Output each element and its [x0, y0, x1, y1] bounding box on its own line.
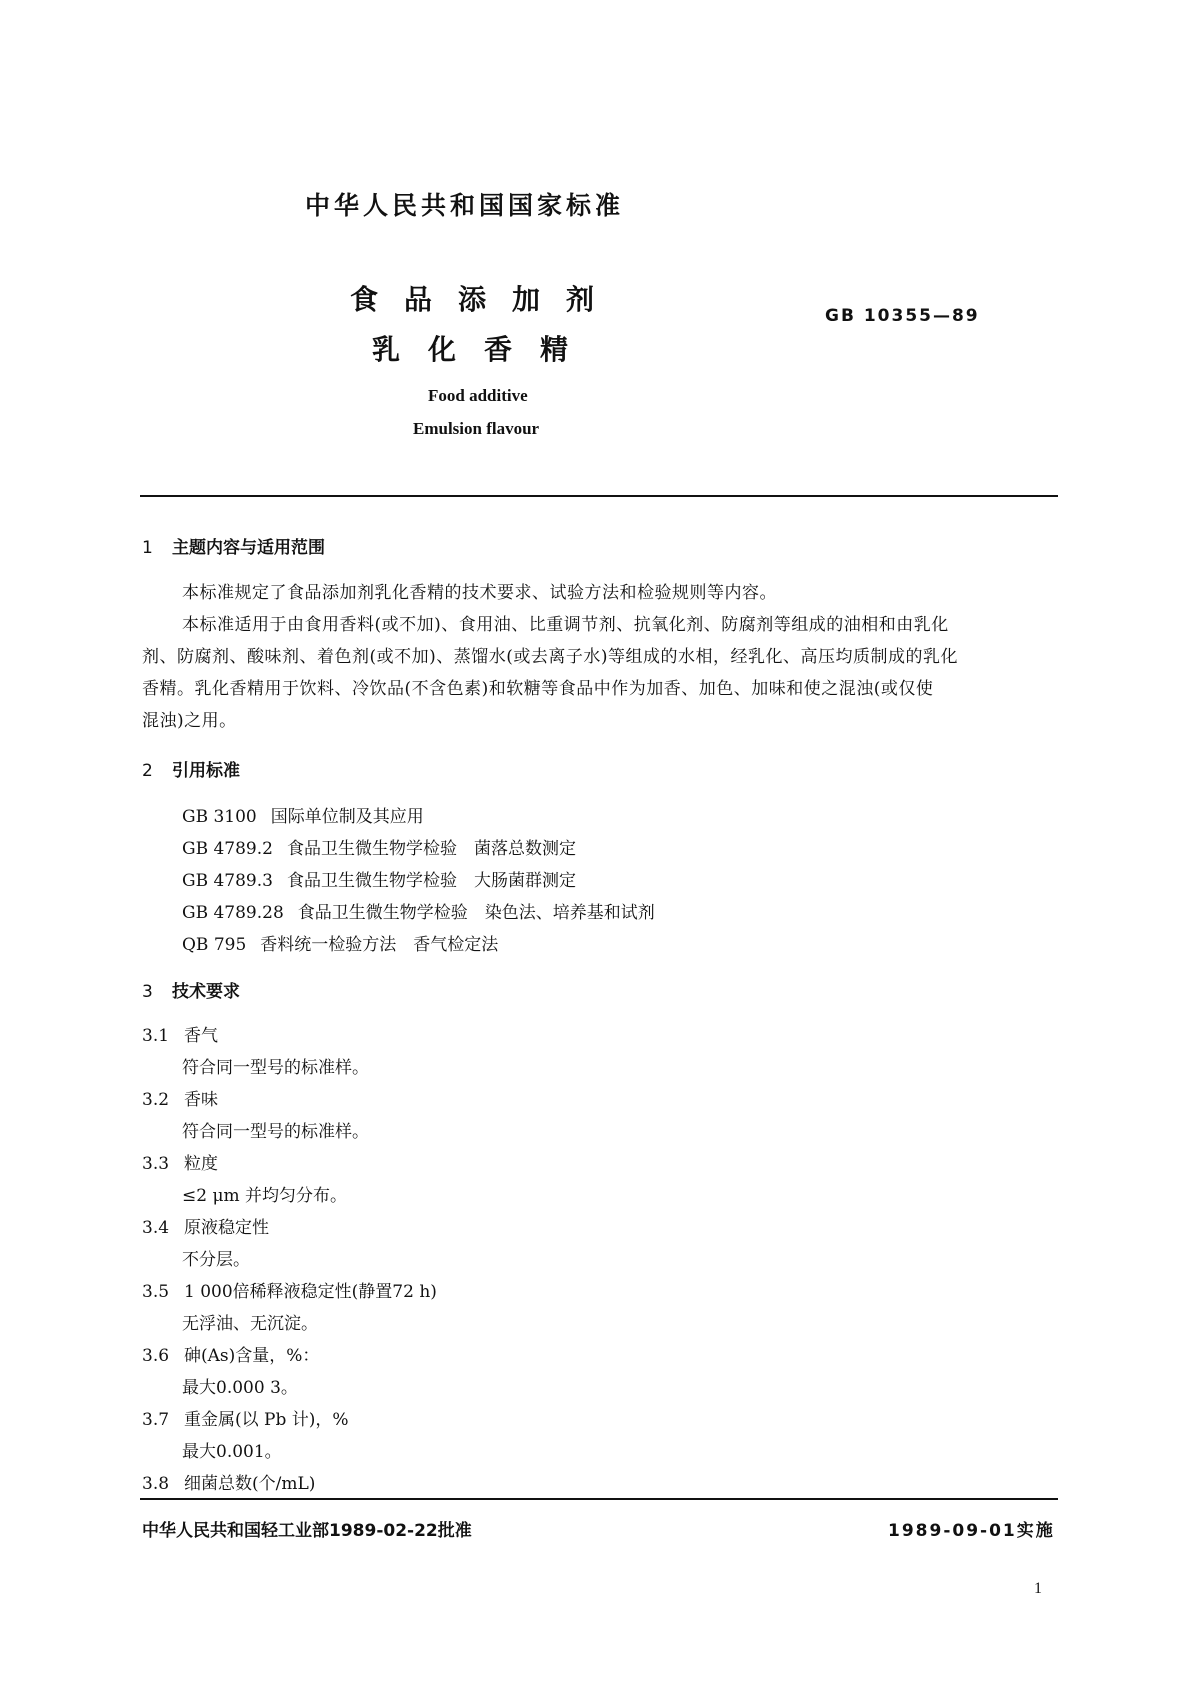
reference-code: GB 4789.28	[182, 903, 284, 923]
reference-title: 国际单位制及其应用	[270, 807, 424, 827]
requirement-number: 3.3	[142, 1154, 170, 1174]
title-line-2: 乳化香精	[372, 333, 597, 366]
requirement-heading	[142, 1021, 218, 1046]
reference-code: GB 3100	[182, 807, 257, 827]
requirement-name: 粒度	[184, 1154, 218, 1174]
effective-date: 1989-09-01实施	[888, 1521, 1055, 1541]
requirement-heading	[142, 1469, 315, 1494]
title-line-1: 食品添加剂	[350, 283, 621, 316]
english-title-line-1: Food additive	[428, 386, 528, 405]
section-number: 1	[142, 538, 153, 558]
section-number: 3	[142, 982, 153, 1002]
section-title: 引用标准	[172, 761, 240, 781]
requirement-number: 3.1	[142, 1026, 170, 1046]
requirement-name: 砷(As)含量，%：	[184, 1346, 320, 1366]
approval-line: 中华人民共和国轻工业部1989-02-22批准	[142, 1521, 472, 1541]
requirement-name: 细菌总数(个/mL)	[184, 1474, 316, 1494]
section-1-paragraph-2-line: 剂、防腐剂、酸味剂、着色剂(或不加)、蒸馏水(或去离子水)等组成的水相，经乳化、高压均质制成的乳化	[142, 647, 959, 667]
section-title: 技术要求	[172, 982, 240, 1002]
reference-item	[182, 898, 655, 923]
section-1-heading	[142, 533, 325, 558]
requirement-value: 符合同一型号的标准样。	[182, 1122, 369, 1142]
reference-item	[182, 866, 576, 891]
section-number: 2	[142, 761, 153, 781]
reference-code: GB 4789.2	[182, 839, 273, 859]
issuing-authority: 中华人民共和国国家标准	[305, 191, 625, 220]
requirement-name: 重金属(以 Pb 计)，%	[184, 1410, 349, 1430]
reference-item	[182, 930, 498, 955]
requirement-heading	[142, 1405, 349, 1430]
requirement-value: 不分层。	[182, 1250, 250, 1270]
reference-title: 食品卫生微生物学检验 菌落总数测定	[286, 839, 576, 859]
section-1-paragraph-1: 本标准规定了食品添加剂乳化香精的技术要求、试验方法和检验规则等内容。	[182, 583, 777, 603]
requirement-number: 3.7	[142, 1410, 170, 1430]
reference-code: QB 795	[182, 935, 247, 955]
reference-title: 食品卫生微生物学检验 大肠菌群测定	[286, 871, 576, 891]
bottom-divider	[140, 1498, 1058, 1500]
section-title: 主题内容与适用范围	[172, 538, 325, 558]
top-divider	[140, 495, 1058, 497]
requirement-heading	[142, 1341, 319, 1366]
requirement-number: 3.8	[142, 1474, 170, 1494]
reference-code: GB 4789.3	[182, 871, 273, 891]
page-number: 1	[1034, 1580, 1042, 1597]
section-2-heading	[142, 756, 240, 781]
requirement-name: 香味	[184, 1090, 218, 1110]
reference-title: 食品卫生微生物学检验 染色法、培养基和试剂	[297, 903, 655, 923]
requirement-heading	[142, 1277, 437, 1302]
requirement-value: 最大0.000 3。	[182, 1378, 298, 1398]
requirement-number: 3.5	[142, 1282, 170, 1302]
requirement-value: ≤2 μm 并均匀分布。	[182, 1186, 348, 1206]
requirement-value: 符合同一型号的标准样。	[182, 1058, 369, 1078]
reference-item	[182, 834, 576, 859]
requirement-name: 1 000倍稀释液稳定性(静置72 h)	[184, 1282, 437, 1302]
standard-code: GB 10355—89	[825, 306, 980, 326]
section-3-heading	[142, 977, 240, 1002]
requirement-name: 香气	[184, 1026, 218, 1046]
requirement-number: 3.6	[142, 1346, 170, 1366]
requirement-number: 3.2	[142, 1090, 170, 1110]
requirement-number: 3.4	[142, 1218, 170, 1238]
reference-item	[182, 802, 424, 827]
requirement-value: 最大0.001。	[182, 1442, 282, 1462]
english-title-line-2: Emulsion flavour	[413, 419, 540, 438]
requirement-heading	[142, 1149, 218, 1174]
requirement-heading	[142, 1085, 218, 1110]
requirement-name: 原液稳定性	[184, 1218, 269, 1238]
requirement-heading	[142, 1213, 269, 1238]
reference-title: 香料统一检验方法 香气检定法	[260, 935, 499, 955]
section-1-paragraph-2-line: 香精。乳化香精用于饮料、冷饮品(不含色素)和软糖等食品中作为加香、加色、加味和使之混浊(或仅使	[142, 679, 934, 699]
section-1-paragraph-2-line: 本标准适用于由食用香料(或不加)、食用油、比重调节剂、抗氧化剂、防腐剂等组成的油相和由乳化	[182, 615, 949, 635]
requirement-value: 无浮油、无沉淀。	[182, 1314, 318, 1334]
section-1-paragraph-2-line: 混浊)之用。	[142, 711, 237, 731]
